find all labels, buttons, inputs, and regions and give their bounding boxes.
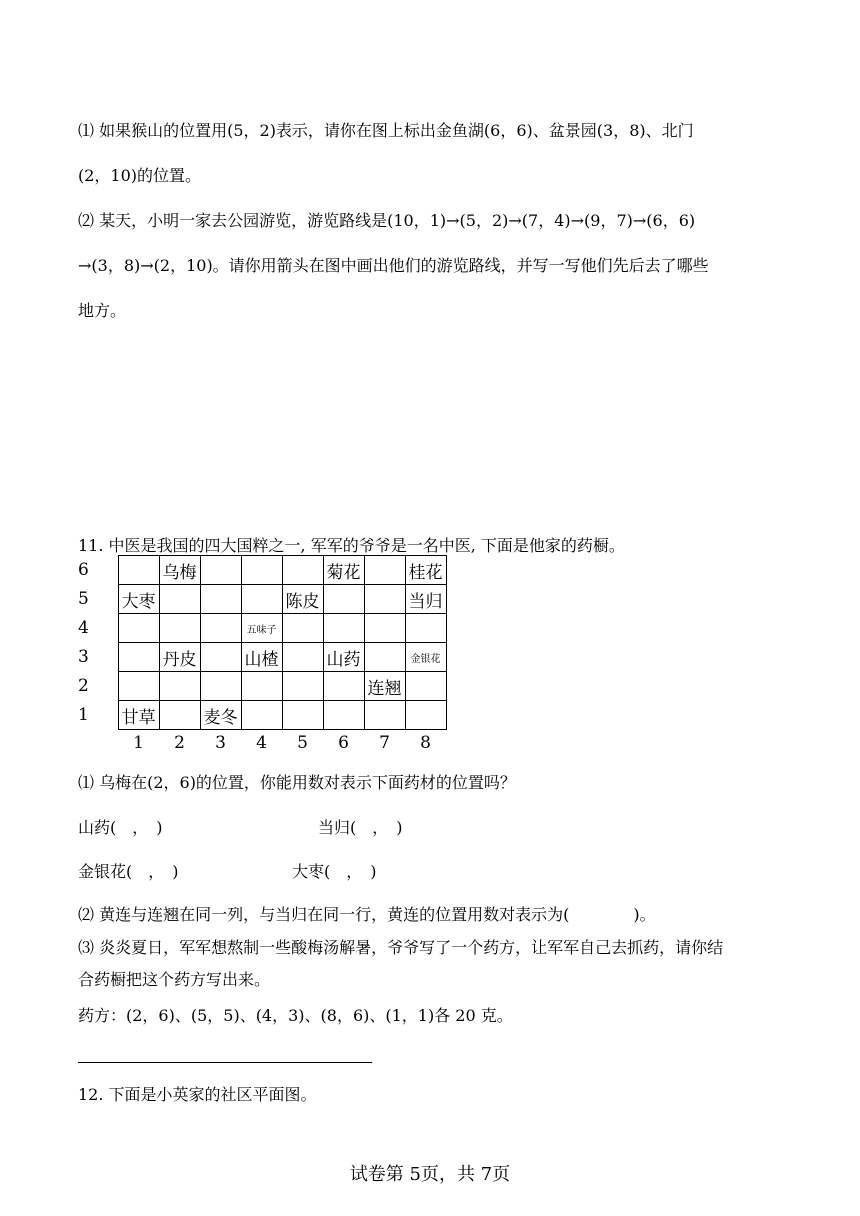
cabinet-cell xyxy=(323,614,364,643)
cabinet-cell xyxy=(118,614,159,643)
cabinet-cell: 五味子 xyxy=(241,614,282,643)
cabinet-cell xyxy=(323,672,364,701)
cabinet-cell xyxy=(159,614,200,643)
cabinet-cell xyxy=(282,614,323,643)
cabinet-cell xyxy=(364,556,405,585)
q11-title: 11. 中医是我国的四大国粹之一, 军军的爷爷是一名中医, 下面是他家的药橱。 xyxy=(78,536,625,555)
col-label: 2 xyxy=(174,733,185,753)
q12-title: 12. 下面是小英家的社区平面图。 xyxy=(78,1085,317,1104)
cabinet-cell xyxy=(200,614,241,643)
page-footer: 试卷第 5页，共 7页 xyxy=(349,1164,511,1185)
cabinet-cell xyxy=(241,585,282,614)
cabinet-cell: 连翘 xyxy=(364,672,405,701)
cabinet-cell: 陈皮 xyxy=(282,585,323,614)
row-label: 6 xyxy=(78,560,89,580)
dazao-answer: 大枣( ， ) xyxy=(292,862,377,881)
danggui-answer: 当归( ， ) xyxy=(318,818,403,837)
cabinet-cell: 当归 xyxy=(405,585,446,614)
cabinet-cell xyxy=(118,556,159,585)
cabinet-cell xyxy=(159,672,200,701)
col-label: 7 xyxy=(379,733,390,753)
cabinet-cell xyxy=(159,585,200,614)
cabinet-cell xyxy=(364,585,405,614)
cabinet-cell xyxy=(118,643,159,672)
cabinet-cell xyxy=(364,614,405,643)
cabinet-cell xyxy=(405,672,446,701)
q10-part2-line2: →(3，8)→(2，10)。请你用箭头在图中画出他们的游览路线，并写一写他们先后去了哪些 xyxy=(78,256,709,275)
cabinet-cell xyxy=(364,701,405,730)
cabinet-cell xyxy=(241,672,282,701)
jinyinhua-answer: 金银花( ， ) xyxy=(78,862,179,881)
cabinet-cell xyxy=(405,614,446,643)
cabinet-cell: 甘草 xyxy=(118,701,159,730)
cabinet-cell xyxy=(405,701,446,730)
row-label: 4 xyxy=(78,618,89,638)
cabinet-cell: 山楂 xyxy=(241,643,282,672)
row-label: 5 xyxy=(78,589,89,609)
col-label: 3 xyxy=(215,733,226,753)
shanyao-answer: 山药( ， ) xyxy=(78,818,163,837)
cabinet-cell xyxy=(118,672,159,701)
q10-part1-line2: (2，10)的位置。 xyxy=(78,166,202,185)
cabinet-cell: 丹皮 xyxy=(159,643,200,672)
cabinet-cell: 麦冬 xyxy=(200,701,241,730)
row-label: 2 xyxy=(78,676,89,696)
divider xyxy=(78,1062,372,1063)
row-label: 3 xyxy=(78,647,89,667)
cabinet-cell xyxy=(323,701,364,730)
col-label: 5 xyxy=(297,733,308,753)
cabinet-cell xyxy=(241,556,282,585)
q11-sub2: ⑵ 黄连与连翘在同一列，与当归在同一行，黄连的位置用数对表示为( )。 xyxy=(78,905,656,924)
q10-part1-line1: ⑴ 如果猴山的位置用(5，2)表示，请你在图上标出金鱼湖(6，6)、盆景园(3，8)、北门 xyxy=(78,121,694,140)
cabinet-cell: 乌梅 xyxy=(159,556,200,585)
cabinet-cell xyxy=(200,643,241,672)
cabinet-cell xyxy=(282,672,323,701)
cabinet-cell xyxy=(282,556,323,585)
cabinet-cell: 大枣 xyxy=(118,585,159,614)
col-label: 6 xyxy=(338,733,349,753)
col-label: 1 xyxy=(133,733,144,753)
cabinet-cell xyxy=(323,585,364,614)
q10-part2-line3: 地方。 xyxy=(78,301,127,320)
cabinet-cell xyxy=(241,701,282,730)
cabinet-cell xyxy=(159,701,200,730)
q11-sub3-line2: 合药橱把这个药方写出来。 xyxy=(78,970,271,989)
medicine-cabinet-grid xyxy=(78,555,447,756)
cabinet-cell xyxy=(282,701,323,730)
cabinet-cell: 菊花 xyxy=(323,556,364,585)
q11-sub3-line1: ⑶ 炎炎夏日，军军想熬制一些酸梅汤解暑，爷爷写了一个药方，让军军自己去抓药，请你结 xyxy=(78,938,724,957)
recipe: 药方：(2，6)、(5，5)、(4，3)、(8，6)、(1，1)各 20 克。 xyxy=(78,1006,513,1025)
cabinet-cell xyxy=(364,643,405,672)
cabinet-cell: 山药 xyxy=(323,643,364,672)
col-label: 4 xyxy=(256,733,267,753)
cabinet-cell xyxy=(200,672,241,701)
cabinet-cell xyxy=(200,556,241,585)
cabinet-cell xyxy=(200,585,241,614)
row-label: 1 xyxy=(78,705,89,725)
col-label: 8 xyxy=(420,733,431,753)
cabinet-cell xyxy=(282,643,323,672)
q11-sub1: ⑴ 乌梅在(2，6)的位置，你能用数对表示下面药材的位置吗？ xyxy=(78,773,516,792)
cabinet-cell: 桂花 xyxy=(405,556,446,585)
cabinet-cell: 金银花 xyxy=(405,643,446,672)
q10-part2-line1: ⑵ 某天，小明一家去公园游览，游览路线是(10，1)→(5，2)→(7，4)→(9，7)→(6，6) xyxy=(78,211,696,230)
